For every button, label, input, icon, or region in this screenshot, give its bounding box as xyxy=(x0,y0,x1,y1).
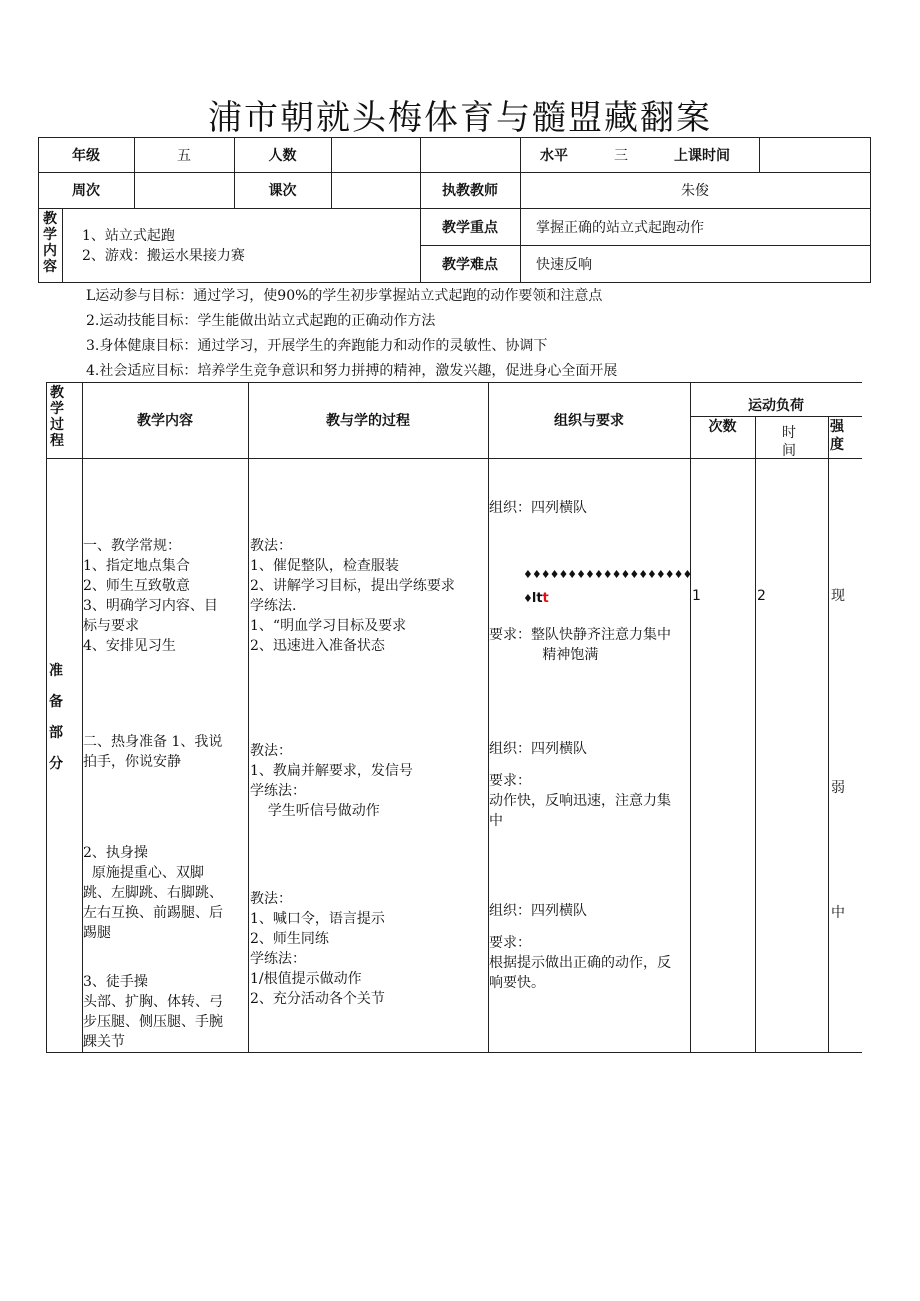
week-label: 周次 xyxy=(72,183,100,199)
phase-header-text: 教学过程 xyxy=(50,385,64,449)
content-line: 原施提重心、双脚 xyxy=(83,865,204,881)
intensity-header xyxy=(830,418,850,454)
times-value: 1 xyxy=(692,588,701,604)
org-block-2 xyxy=(489,739,671,831)
objective-4: 4.社会适应目标：培养学生竞争意识和努力拼搏的精神，激发兴趣，促进身心全面开展 xyxy=(86,363,618,379)
intensity-2: 弱 xyxy=(831,780,845,796)
difficulty-value: 快速反响 xyxy=(536,257,592,273)
org-line: 精神饱满 xyxy=(489,647,599,663)
content-line: 标与要求 xyxy=(83,618,139,634)
objective-3: 3.身体健康目标：通过学习，开展学生的奔跑能力和动作的灵敏性、协调下 xyxy=(86,338,548,354)
org-line: 组织：四列横队 xyxy=(489,903,587,919)
teacher-value: 朱俊 xyxy=(681,183,709,199)
phase-name-text: 准备部分 xyxy=(49,663,63,772)
process-line: 教法： xyxy=(250,743,292,759)
org-block-1-req xyxy=(489,625,671,665)
intensity-1: 现 xyxy=(831,588,845,604)
process-header: 教与学的过程 xyxy=(326,413,410,429)
phase-name xyxy=(47,656,67,780)
formation-row-2 xyxy=(523,591,549,606)
content-line: 踢腿 xyxy=(83,925,111,941)
content-header: 教学内容 xyxy=(137,413,193,429)
content-label xyxy=(40,211,60,275)
times-header: 次数 xyxy=(708,419,737,435)
teacher-label: 执教教师 xyxy=(442,183,498,199)
process-line: 学练法： xyxy=(250,783,306,799)
intensity-3: 中 xyxy=(831,905,845,921)
process-block-2 xyxy=(250,741,413,821)
intensity-header-text: 强度 xyxy=(830,419,844,453)
key-value: 掌握正确的站立式起跑动作 xyxy=(536,220,704,236)
org-header: 组织与要求 xyxy=(554,413,624,429)
process-line: 1、教扁并解要求，发信号 xyxy=(250,763,413,779)
content-block-4 xyxy=(83,972,223,1052)
level-label: 水平 xyxy=(540,148,568,164)
level-value: 三 xyxy=(614,148,628,164)
content-line: 步压腿、侧压腿、手腕 xyxy=(83,1014,223,1030)
process-line: 2、讲解学习目标，提出学练要求 xyxy=(250,578,455,594)
org-line: 根据提示做出正确的动作，反 xyxy=(489,955,671,971)
content-block-1 xyxy=(83,536,218,656)
process-line: 2、迅速进入准备状态 xyxy=(250,638,385,654)
process-line: 学练法. xyxy=(250,598,297,614)
grade-value: 五 xyxy=(177,148,191,164)
objective-2: 2.运动技能目标：学生能做出站立式起跑的正确动作方法 xyxy=(86,313,436,329)
org-block-1-head: 组织：四列横队 xyxy=(489,500,587,516)
phase-header xyxy=(47,385,67,449)
load-header: 运动负荷 xyxy=(748,398,804,414)
lesson-label: 课次 xyxy=(268,183,297,199)
formation-marker-a: lt xyxy=(531,591,543,606)
content-line: 踝关节 xyxy=(83,1034,125,1050)
content-line: 4、安排见习生 xyxy=(83,638,176,654)
content-items xyxy=(82,226,245,266)
time-value-cell: 2 xyxy=(757,588,766,604)
process-block-3 xyxy=(250,889,385,1009)
content-line: 左右互换、前踢腿、后 xyxy=(83,905,223,921)
content-line: 2、师生互致敬意 xyxy=(83,578,190,594)
org-line: 要求：整队快静齐注意力集中 xyxy=(489,627,671,643)
org-block-3 xyxy=(489,901,671,993)
grade-label: 年级 xyxy=(72,148,100,164)
formation-diamond: ♦ xyxy=(523,592,532,605)
content-line: 2、执身操 xyxy=(83,845,148,861)
formation-marker-b: t xyxy=(542,591,549,606)
org-line: 要求： xyxy=(489,935,531,951)
objective-1: L运动参与目标：通过学习，使90%的学生初步掌握站立式起跑的动作要领和注意点 xyxy=(86,288,603,304)
page-title: 浦市朝就头梅体育与髓盟藏翻案 xyxy=(208,98,712,138)
process-line: 2、充分活动各个关节 xyxy=(250,991,385,1007)
content-line: 二、热身准备 1、我说 xyxy=(83,734,223,750)
time-header-text: 时间 xyxy=(782,425,796,459)
content-line: 头部、扩胸、体转、弓 xyxy=(83,994,223,1010)
time-label: 上课时间 xyxy=(674,148,730,164)
org-line: 动作快，反响迅速，注意力集 xyxy=(489,793,671,809)
content-line: 拍手，你说安静 xyxy=(83,754,181,770)
objectives xyxy=(86,284,617,384)
content-block-2 xyxy=(83,732,222,772)
difficulty-label: 教学难点 xyxy=(442,257,498,273)
content-item-2: 2、游戏：搬运水果接力赛 xyxy=(82,248,245,264)
content-block-3 xyxy=(83,843,223,943)
process-line: 教法： xyxy=(250,538,292,554)
content-item-1: 1、站立式起跑 xyxy=(82,228,175,244)
org-line xyxy=(489,921,671,933)
process-line: 1/根值提示做动作 xyxy=(250,971,362,987)
process-line: 教法： xyxy=(250,891,292,907)
org-line: 组织：四列横队 xyxy=(489,741,587,757)
org-line: 中 xyxy=(489,813,503,829)
process-line: 1、“明血学习目标及要求 xyxy=(250,618,407,634)
key-label: 教学重点 xyxy=(442,220,498,236)
org-line: 响要快。 xyxy=(489,975,545,991)
process-line: 1、催促整队，检查服装 xyxy=(250,558,399,574)
process-line: 学生听信号做动作 xyxy=(250,803,380,819)
content-line: 跳、左脚跳、右脚跳、 xyxy=(83,885,223,901)
content-line: 1、指定地点集合 xyxy=(83,558,190,574)
process-line: 2、师生同练 xyxy=(250,931,329,947)
content-line: 一、教学常规： xyxy=(83,538,181,554)
org-line xyxy=(489,759,671,771)
count-label: 人数 xyxy=(268,148,297,164)
process-line: 1、喊口令，语言提示 xyxy=(250,911,385,927)
content-label-text: 教学内容 xyxy=(43,211,57,275)
content-line: 3、明确学习内容、目 xyxy=(83,598,218,614)
time-header xyxy=(782,424,802,460)
process-line: 学练法： xyxy=(250,951,306,967)
formation-diamonds: ♦♦♦♦♦♦♦♦♦♦♦♦♦♦♦♦♦♦♦ xyxy=(523,568,692,581)
content-line: 3、徒手操 xyxy=(83,974,148,990)
org-line: 要求： xyxy=(489,773,531,789)
process-block-1 xyxy=(250,536,455,656)
